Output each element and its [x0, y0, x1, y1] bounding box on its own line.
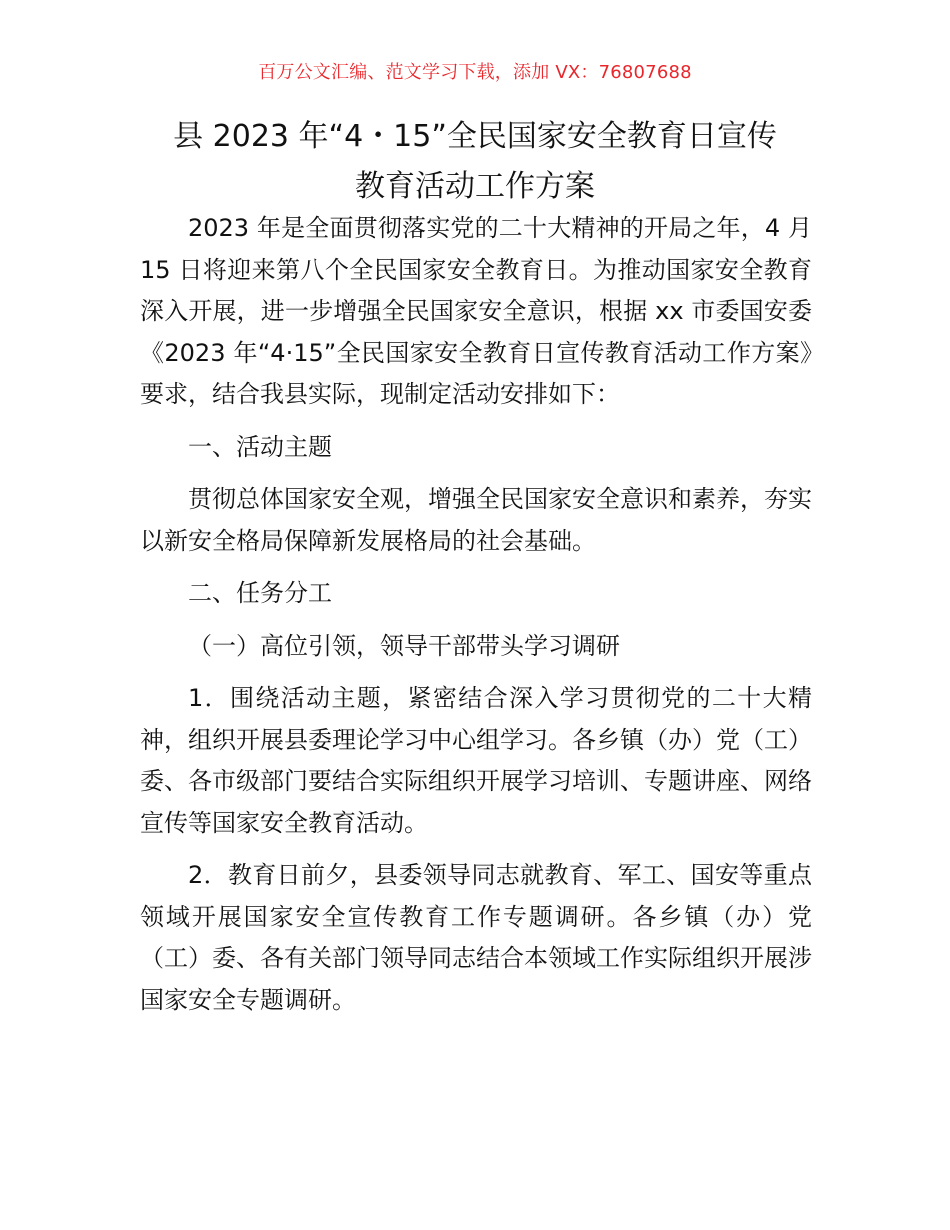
theme-paragraph: 贯彻总体国家安全观，增强全民国家安全意识和素养，夯实以新安全格局保障新发展格局的社会基础。 — [140, 485, 812, 555]
header-note: 百万公文汇编、范文学习下载，添加 VX：76807688 — [258, 62, 692, 83]
title-line-2: 教育活动工作方案 — [355, 169, 595, 204]
section-heading-theme: 一、活动主题 — [188, 432, 332, 461]
task-item-1: 1．围绕活动主题，紧密结合深入学习贯彻党的二十大精神，组织开展县委理论学习中心组学习。各乡镇（办）党（工）委、各市级部门要结合实际组织开展学习培训、专题讲座、网络宣传等国家安全教育活动。 — [140, 684, 812, 837]
document-body — [140, 208, 812, 1021]
intro-paragraph: 2023 年是全面贯彻落实党的二十大精神的开局之年，4 月 15 日将迎来第八个全民国家安全教育日。为推动国家安全教育深入开展，进一步增强全民国家安全意识，根据 xx 市委国安委《2023 年“4·15”全民国家安全教育日宣传教育活动工作方案》要求，结合我县实际，现制定活动安排如下： — [140, 214, 812, 408]
title-line-1: 县 2023 年“4・15”全民国家安全教育日宣传 — [173, 119, 777, 154]
section-heading-tasks: 二、任务分工 — [188, 579, 332, 607]
task-item-2: 2．教育日前夕，县委领导同志就教育、军工、国安等重点领域开展国家安全宣传教育工作专题调研。各乡镇（办）党（工）委、各有关部门领导同志结合本领域工作实际组织开展涉国家安全专题调研。 — [140, 861, 812, 1014]
subsection-heading-1: （一）高位引领，领导干部带头学习调研 — [188, 631, 620, 660]
document-title — [120, 112, 830, 212]
